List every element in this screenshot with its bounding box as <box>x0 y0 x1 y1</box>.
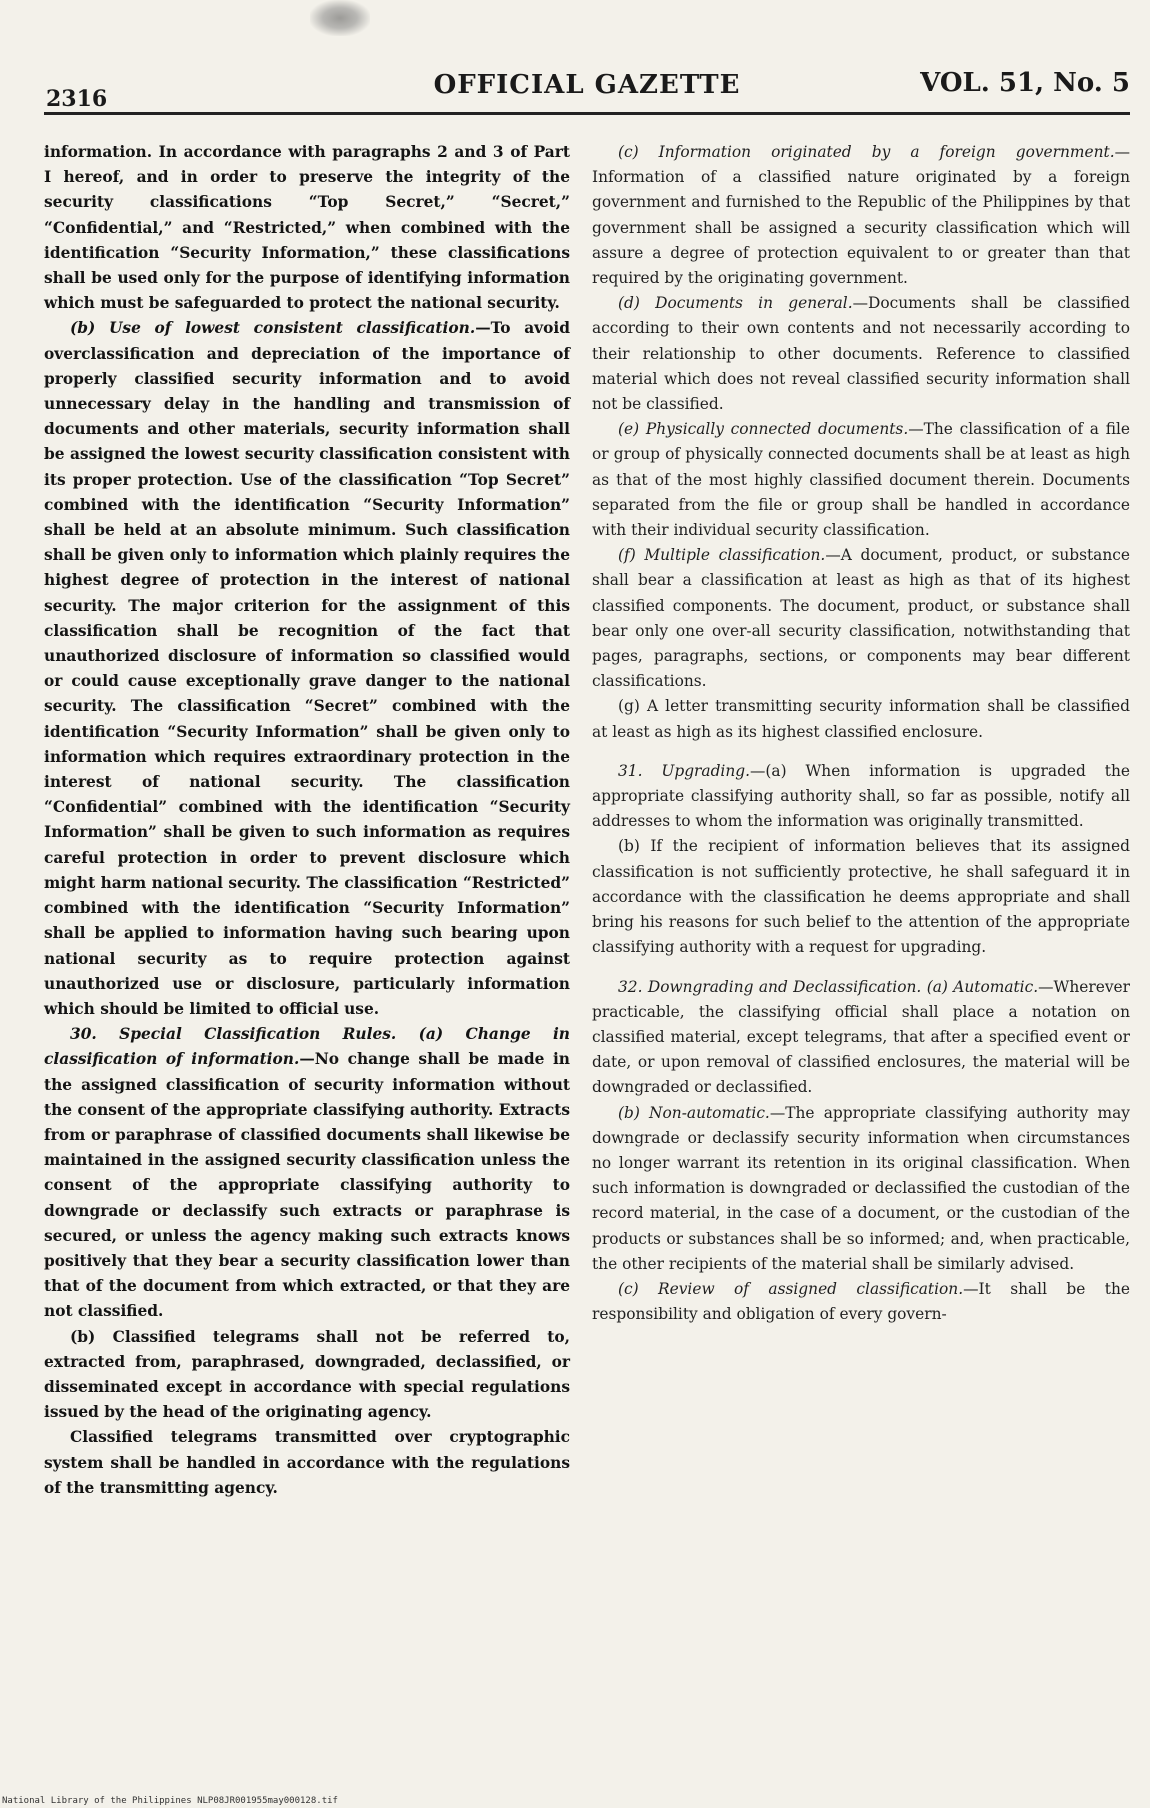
right-column <box>592 140 1130 1327</box>
paragraph <box>44 1022 570 1324</box>
publication-title: OFFICIAL GAZETTE <box>433 70 741 100</box>
page-number: 2316 <box>46 86 108 112</box>
subsection-label: (a) Change in classification of information. <box>44 1025 571 1069</box>
subsection-label: (b) Use of lowest consistent classification. <box>70 319 476 338</box>
page-header <box>44 62 1130 115</box>
subsection-label: (f) Multiple classification. <box>618 546 826 565</box>
scan-source-footer: National Library of the Philippines NLP08JR001955may000128.tif <box>2 1796 338 1806</box>
paragraph: Classified telegrams transmitted over cryptographic system shall be handled in accordance with the regulations of the transmitting agency. <box>44 1428 570 1497</box>
paragraph-text: —Information of a classified nature originated by a foreign government and furnished to the Republic of the Philippines by that government shall be assigned a security classification which will assure a degree of protection equivalent to or greater than that required by the originating government. <box>592 143 1130 288</box>
paragraph <box>592 759 1130 835</box>
paragraph-text: —Documents shall be classified according to their own contents and not necessarily according to their relationship to other documents. Reference to classified material which does not reveal classified security information shall not be classified. <box>592 294 1130 414</box>
subsection-label: (b) Non-automatic. <box>618 1103 770 1122</box>
paragraph: information. In accordance with paragraphs 2 and 3 of Part I hereof, and in order to preserve the integrity of the security classifications “Top Secret,” “Secret,” “Confidential,” and “Restricted,” when combined with the identification “Security Information,” these classifications shall be used only for the purpose of identifying information which must be safeguarded to protect the national security. <box>44 143 570 313</box>
subsection-label: (c) Review of assigned classification. <box>618 1279 964 1298</box>
paragraph: (b) If the recipient of information believes that its assigned classification is not sufficiently protective, he shall safeguard it in accordance with the classification he deems appropriate and shall bring his reasons for such belief to the attention of the appropriate classifying authority with a request for upgrading. <box>592 837 1130 957</box>
paragraph <box>592 1277 1130 1327</box>
paragraph-text: —To avoid overclassification and depreciation of the importance of properly classified security information and to avoid unnecessary delay in the handling and transmission of documents and other materials, security information shall be assigned the lowest security classification consistent with its proper protection. Use of the classification “Top Secret” combined with the identification “Security Information” shall be held at an absolute minimum. Such classification shall be given only to information which plainly requires the highest degree of protection in the interest of national security. The major criterion for the assignment of this classification shall be recognition of the fact that unauthorized disclosure of information so classified would or could cause exceptionally grave danger to the national security. The classification “Secret” combined with the identification “Security Information” shall be given only to information which requires extraordinary protection in the interest of national security. The classification “Confidential” combined with the identification “Security Information” shall be given to such information as requires careful protection in order to prevent disclosure which might harm national security. The classification “Restricted” combined with the identification “Security Information” shall be applied to information having such bearing upon national security as to require protection against unauthorized use or disclosure, particularly information which should be limited to official use. <box>44 319 570 1018</box>
section-heading: 31. Upgrading. <box>618 761 751 780</box>
paragraph: (b) Classified telegrams shall not be referred to, extracted from, paraphrased, downgraded, declassified, or disseminated except in accordance with special regulations issued by the head of the originating agency. <box>44 1327 570 1422</box>
volume-number: VOL. 51, No. 5 <box>920 68 1130 98</box>
paragraph-text: —It shall be the responsibility and obligation of every govern- <box>592 1279 1130 1324</box>
paragraph-text: —No change shall be made in the assigned classification of security information without the consent of the appropriate classifying authority. Extracts from or paraphrase of classified documents shall likewise be maintained in the assigned security classification unless the consent of the appropriate classifying authority to downgrade or declassify such extracts or paraphrase is secured, or unless the agency making such extracts knows positively that they bear a security classification lower than that of the document from which extracted, or that they are not classified. <box>44 1050 570 1321</box>
paragraph-text: —The appropriate classifying authority may downgrade or declassify security information when circumstances no longer warrant its retention in its original classification. When such information is downgraded or declassified the custodian of the record material, in the case of a document, or the custodian of the products or substances shall be so informed; and, when practicable, the other recipients of the material shall be similarly advised. <box>592 1103 1130 1273</box>
paragraph <box>592 140 1130 291</box>
paragraph <box>592 417 1130 543</box>
left-column <box>44 140 570 1501</box>
paragraph-text: —A document, product, or substance shall bear a classification at least as high as that of its highest classified components. The document, product, or substance shall bear only one over-all security classification, notwithstanding that pages, paragraphs, sections, or components may bear different classifications. <box>592 546 1130 691</box>
section-heading: 30. Special Classification Rules. <box>70 1025 397 1044</box>
paragraph-text: —(a) When information is upgraded the appropriate classifying authority shall, so far as possible, notify all addresses to whom the information was originally transmitted. <box>592 761 1130 831</box>
scan-smudge <box>310 0 370 36</box>
paragraph <box>592 975 1130 1101</box>
paragraph-text: —Wherever practicable, the classifying official shall place a notation on classified material, except telegrams, that after a specified event or date, or upon removal of classified enclosures, the material will be downgraded or declassified. <box>592 977 1130 1097</box>
paragraph: (g) A letter transmitting security information shall be classified at least as high as its highest classified enclosure. <box>592 697 1130 741</box>
subsection-label: (a) Automatic. <box>926 977 1039 996</box>
paragraph <box>592 1101 1130 1277</box>
subsection-label: (e) Physically connected documents. <box>618 420 909 439</box>
subsection-label: (c) Information originated by a foreign government. <box>618 143 1115 161</box>
section-heading: 32. Downgrading and Declassification. <box>618 977 922 996</box>
paragraph <box>44 316 570 1022</box>
paragraph-text: —The classification of a file or group of physically connected documents shall be at least as high as that of the most highly classified document therein. Documents separated from the file or group shall be handled in accordance with their individual security classification. <box>592 420 1130 540</box>
paragraph <box>592 543 1130 694</box>
subsection-label: (d) Documents in general. <box>618 294 853 313</box>
paragraph <box>592 291 1130 417</box>
